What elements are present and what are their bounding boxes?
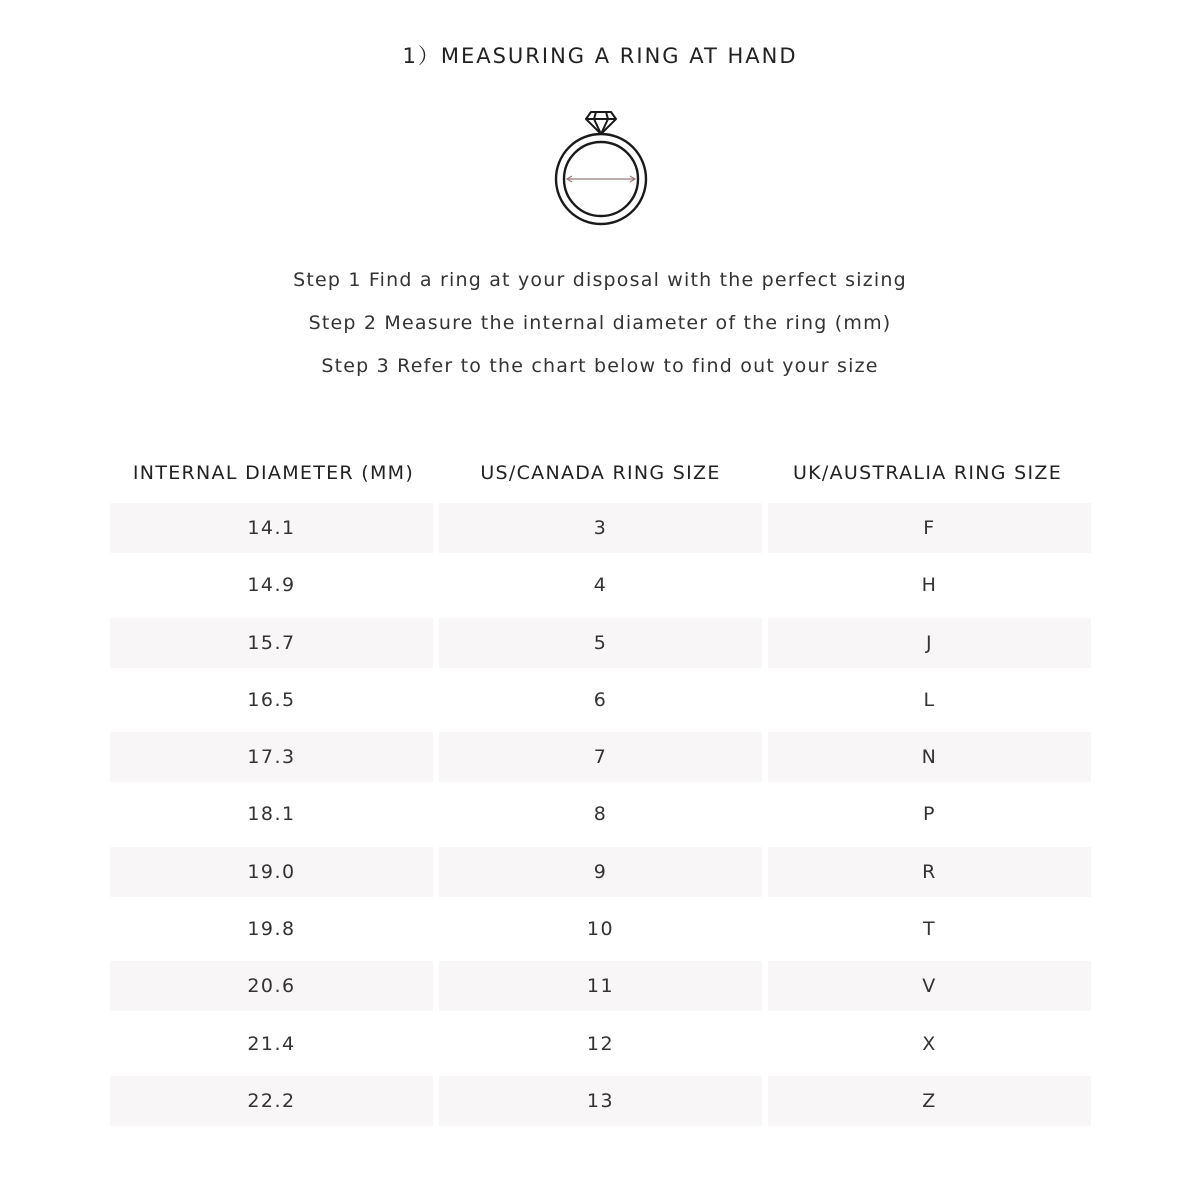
- us-size-cell: 11: [439, 961, 762, 1011]
- uk-size-cell: N: [768, 732, 1091, 782]
- header-internal-diameter: INTERNAL DIAMETER (MM): [132, 462, 415, 484]
- table-row: [110, 786, 1091, 843]
- uk-size-cell: Z: [768, 1076, 1091, 1126]
- uk-size-cell: R: [768, 847, 1091, 897]
- us-size-cell: 5: [439, 618, 762, 668]
- table-row: [110, 615, 1091, 672]
- diameter-cell: 18.1: [247, 803, 296, 826]
- table-row: [110, 1073, 1091, 1130]
- table-row: [110, 958, 1091, 1015]
- us-size-cell: 13: [439, 1076, 762, 1126]
- diameter-cell: 14.9: [247, 574, 296, 597]
- table-row: [110, 500, 1091, 557]
- header-us-canada-size: US/CANADA RING SIZE: [480, 462, 721, 484]
- us-size-cell: 7: [439, 732, 762, 782]
- table-row: [110, 729, 1091, 786]
- diameter-cell: 14.1: [110, 503, 433, 553]
- diameter-cell: 17.3: [110, 732, 433, 782]
- table-row: [110, 844, 1091, 901]
- step-2: Step 2 Measure the internal diameter of the ring (mm): [308, 312, 892, 334]
- us-size-cell: 9: [439, 847, 762, 897]
- page-title: 1）MEASURING A RING AT HAND: [402, 44, 798, 68]
- table-header: [110, 446, 1091, 500]
- diameter-cell: 20.6: [110, 961, 433, 1011]
- ring-size-table: [110, 446, 1091, 1130]
- table-row: [110, 672, 1091, 729]
- diameter-cell: 21.4: [247, 1032, 296, 1055]
- diameter-cell: 19.8: [247, 918, 296, 941]
- diameter-cell: 22.2: [110, 1076, 433, 1126]
- uk-size-cell: X: [922, 1032, 937, 1055]
- step-1: Step 1 Find a ring at your disposal with the perfect sizing: [293, 269, 907, 291]
- instructions: [0, 262, 1200, 391]
- us-size-cell: 12: [586, 1032, 615, 1055]
- table-row: [110, 901, 1091, 958]
- table-row: [110, 557, 1091, 614]
- us-size-cell: 8: [593, 803, 608, 826]
- us-size-cell: 4: [593, 574, 608, 597]
- diameter-cell: 16.5: [247, 688, 296, 711]
- uk-size-cell: J: [768, 618, 1091, 668]
- uk-size-cell: L: [923, 688, 936, 711]
- us-size-cell: 3: [439, 503, 762, 553]
- us-size-cell: 10: [586, 918, 615, 941]
- diameter-cell: 19.0: [110, 847, 433, 897]
- uk-size-cell: V: [768, 961, 1091, 1011]
- table-row: [110, 1016, 1091, 1073]
- uk-size-cell: T: [922, 918, 937, 941]
- step-3: Step 3 Refer to the chart below to find out your size: [321, 355, 879, 377]
- uk-size-cell: H: [921, 574, 938, 597]
- uk-size-cell: F: [768, 503, 1091, 553]
- us-size-cell: 6: [593, 688, 608, 711]
- header-uk-australia-size: UK/AUSTRALIA RING SIZE: [792, 462, 1063, 484]
- uk-size-cell: P: [923, 803, 936, 826]
- diameter-cell: 15.7: [110, 618, 433, 668]
- diamond-ring-measure-icon: [553, 104, 649, 228]
